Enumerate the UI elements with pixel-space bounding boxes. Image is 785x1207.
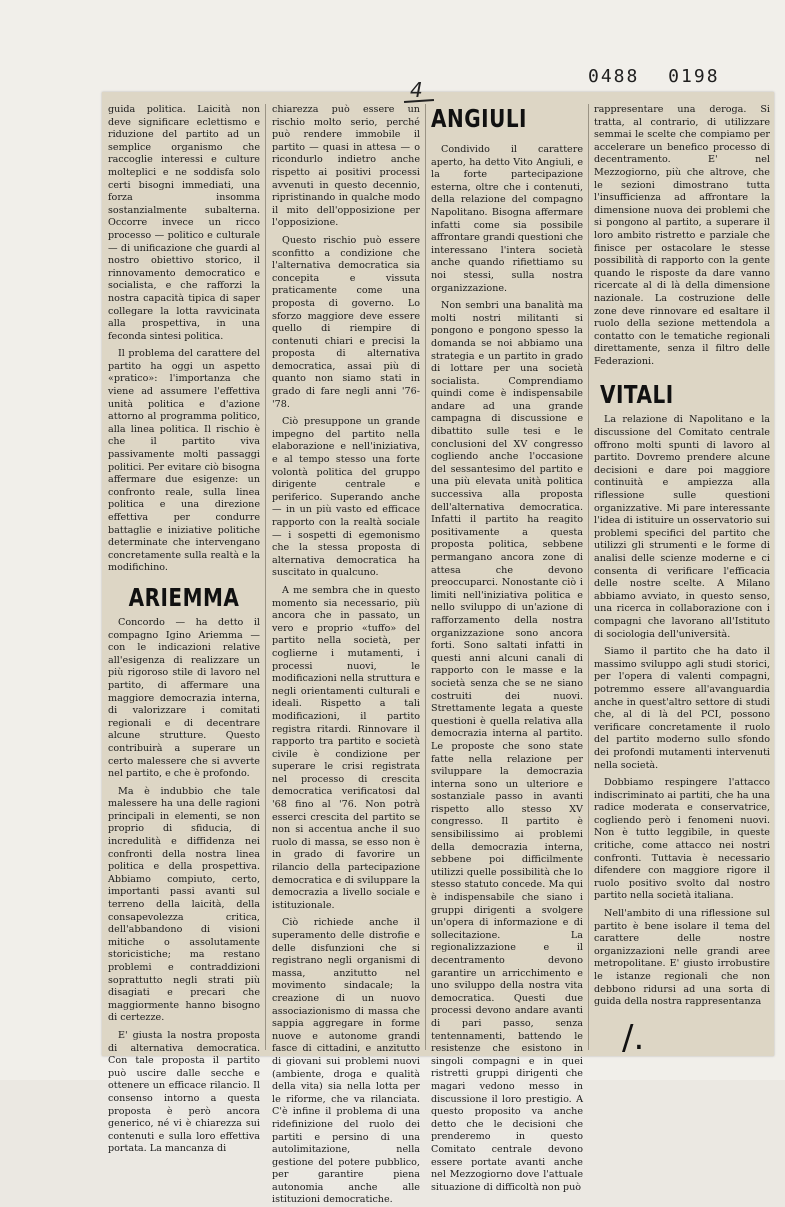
column-rule: [425, 104, 426, 1050]
column-rule: [588, 104, 589, 1050]
paragraph: Ciò richiede anche il superamento delle distrofie e delle disfunzioni che si registrano negli organismi di massa, anzitutto nel movimento sindacale; la creazione di un nuovo associazionismo di massa che sappia aggregare in forme nuove e autonome grandi fasce di cittadini, e anzitutto di giovani sui problemi nuovi (ambiente, droga e qualità della vita) sia nella lotta per le riforme, che va rilanciata. C'è infine il problema di una ridefinizione del ruolo dei partiti e persino di una autolimitazione, nella gestione del potere pubblico, per garantire piena autonomia anche alle istituzioni democratiche.: [272, 917, 420, 1206]
archive-stamp-code: 0488 0198: [588, 66, 720, 87]
handwritten-end-mark: /.: [622, 1018, 645, 1058]
column-4: [594, 104, 770, 1050]
column-2: [272, 104, 420, 1206]
paragraph: E' giusta la nostra proposta di alternativa democratica. Con tale proposta il partito può uscire dalle secche e ottenere un efficace rilancio. Il consenso intorno a questa proposta è però ancora generico, né vi è chiarezza sui contenuti e sulla loro effettiva portata. La mancanza di: [108, 1029, 260, 1155]
headline-angiuli: ANGIULI: [431, 103, 527, 133]
paragraph: Ciò presuppone un grande impegno del partito nella elaborazione e nell'iniziativa, e al tempo stesso una forte volontà politica del gruppo dirigente centrale e periferico. Superando anche — in un più vasto ed efficace rapporto con la realtà sociale — i sospetti di egemonismo che la stessa proposta di alternativa democratica ha suscitato in qualcuno.: [272, 416, 420, 579]
paragraph: Ma è indubbio che tale malessere ha una delle ragioni principali in elementi, se non proprio di sfiducia, di incredulità e diffidenza nei confronti della nostra linea politica e della prospettiva. Abbiamo compiuto, certo, importanti passi avanti sul terreno della laicità, della consapevolezza critica, dell'abbandono di visioni mitiche o assolutamente storicistiche; ma restano problemi e contraddizioni soprattutto negli strati più disagiati e precari che maggiormente hanno bisogno di certezze.: [108, 785, 260, 1024]
paragraph: Siamo il partito che ha dato il massimo sviluppo agli studi storici, per l'opera di valenti compagni, potremmo essere all'avanguardia anche in quest'altro settore di studi che, al di là del PCI, possono verificare concretamente il ruolo del partito moderno sullo sfondo dei profondi mutamenti intervenuti nella società.: [594, 646, 770, 771]
paragraph: Il problema del carattere del partito ha oggi un aspetto «pratico»: l'importanza che viene ad assumere l'effettiva unità politica e d'azione attorno al programma politico, alla linea politica. Il rischio è che il partito viva passivamente molti passaggi politici. Per evitare ciò bisogna affermare due esigenze: un confronto reale, sulla linea politica e una direzione effettiva per condurre battaglie e iniziative politiche determinate che intervengano concretamente sulla realtà e la modifichino.: [108, 348, 260, 574]
paragraph: La relazione di Napolitano e la discussione del Comitato centrale offrono molti spunti di lavoro al partito. Dovremo prendere alcune decisioni e dare poi maggiore continuità e ampiezza alla riflessione sulle questioni organizzative. Mi pare interessante l'idea di istituire un osservatorio sui problemi specifici del partito che utilizzi gli strumenti e le forme di analisi delle scienze moderne e ci consenta di verificare l'efficacia delle nostre scelte. A Milano abbiamo avviato, in questo senso, una ricerca in collaborazione con i compagni che lavorano all'Istituto di sociologia dell'università.: [594, 414, 770, 640]
paragraph: Non sembri una banalità ma molti nostri militanti si pongono e pongono spesso la domanda se noi abbiamo una strategia e un partito in grado di lottare per una società socialista. Comprendiamo quindi come è indispensabile andare ad una grande campagna di discussione e dibattito sulle tesi e le conclusioni del XV congresso cogliendo anche l'occasione del sessantesimo del partito e una più elevata unità politica successiva alla proposta dell'alternativa democratica. Infatti il partito ha reagito positivamente a questa proposta politica, sebbene permangano ancora zone di attesa che devono preoccuparci. Nonostante ciò i limiti nell'iniziativa politica e nello sviluppo di un'azione di rafforzamento della nostra organizzazione sono ancora forti. Sono saltati infatti in questi anni alcuni canali di rapporto con le masse e la società senza che se ne siano costruiti dei nuovi. Strettamente legata a queste questioni è quella relativa alla democrazia interna al partito. Le proposte che sono state fatte nella relazione per sviluppare la democrazia interna sono un ulteriore e sostanziale passo in avanti rispetto allo stesso XV congresso. Il partito è sensibilissimo ai problemi della democrazia interna, sebbene poi difficilmente utilizzi quelle possibilità che lo stesso statuto concede. Ma qui è indispensabile che siano i gruppi dirigenti a svolgere un'opera di informazione e di sollecitazione. La regionalizzazione e il decentramento devono garantire un arricchimento e uno sviluppo della nostra vita democratica. Questi due processi devono andare avanti di pari passo, senza tentennamenti, battendo le resistenze che esistono in singoli compagni e in quei ristretti gruppi dirigenti che magari vedono messo in discussione il loro prestigio. A questo proposito va anche detto che le decisioni che prenderemo in questo Comitato centrale devono essere portate avanti anche nel Mezzogiorno dove l'attuale situazione di difficoltà non può: [431, 300, 583, 1193]
headline-ariemma: ARIEMMA: [128, 581, 240, 612]
column-rule: [265, 104, 266, 1050]
paragraph: Questo rischio può essere sconfitto a condizione che l'alternativa democratica sia concepita e vissuta praticamente come una proposta di governo. Lo sforzo maggiore deve essere quello di riempire di contenuti chiari e precisi la proposta di alternativa democratica, assai più di quanto non siamo stati in grado di fare negli anni '76-'78.: [272, 234, 420, 410]
paragraph: Dobbiamo respingere l'attacco indiscriminato ai partiti, che ha una radice moderata e conservatrice, cogliendo però i fenomeni nuovi. Non è tutto leggibile, in queste critiche, come attacco nei nostri confronti. Tuttavia è necessario difendere con maggiore rigore il ruolo positivo svolto dal nostro partito nella società italiana.: [594, 777, 770, 902]
paragraph: guida politica. Laicità non deve significare eclettismo e riduzione del partito ad un semplice organismo che raccoglie interessi e culture molteplici e ne soddisfa solo certi bisogni immediati, una forza insomma sostanzialmente subalterna. Occorre invece un ricco processo — politico e culturale — di unificazione che guardi al nostro obiettivo storico, il rinnovamento democratico e socialista, e che rafforzi la nostra capacità tipica di saper collegare la lotta ravvicinata alla prospettiva, in una feconda sintesi politica.: [108, 104, 260, 342]
paragraph: Nell'ambito di una riflessione sul partito è bene isolare il tema del carattere delle nostre organizzazioni nelle grandi aree metropolitane. E' giusto irrobustire le istanze regionali che non debbono ridursi ad una sorta di guida della nostra rappresentanza: [594, 908, 770, 1008]
paragraph: chiarezza può essere un rischio molto serio, perché può rendere immobile il partito — quasi in attesa — o ricondurlo indietro anche rispetto ai positivi processi avvenuti in questo decennio, ripristinando in qualche modo il mito dell'opposizione per l'opposizione.: [272, 104, 420, 229]
column-3: [431, 103, 583, 1193]
paragraph: Condivido il carattere aperto, ha detto Vito Angiuli, e la forte partecipazione esterna, oltre che i contenuti, della relazione del compagno Napolitano. Bisogna affermare infatti come sia possibile affrontare grandi questioni che interessano l'intera società anche quando rifiettiamo su noi stessi, sulla nostra organizzazione.: [431, 144, 583, 294]
headline-vitali: VITALI: [600, 379, 674, 410]
paragraph: Concordo — ha detto il compagno Igino Ariemma — con le indicazioni relative all'esigenza di realizzare un più rigoroso stile di lavoro nel partito, di affermare una maggiore democrazia interna, di valorizzare i comitati regionali e di decentrare alcune strutture. Questo contribuirà a superare un certo malessere che si avverte nel partito, e che è profondo.: [108, 616, 260, 780]
handwritten-page-number: 4: [410, 78, 424, 102]
paragraph: A me sembra che in questo momento sia necessario, più ancora che in passato, un vero e proprio «tuffo» del partito nella società, per coglierne i mutamenti, i processi nuovi, le modificazioni nella struttura e negli orientamenti culturali e ideali. Rispetto a tali modificazioni, il partito registra ritardi. Rinnovare il rapporto tra partito e società civile è condizione per superare le crisi registrata nel processo di crescita democratica verificatosi dal '68 fino al '76. Non potrà esserci crescita del partito se non si accentua anche il suo ruolo di massa, se esso non è in grado di favorire un rilancio della partecipazione democratica e di sviluppare la democrazia a livello sociale e istituzionale.: [272, 584, 420, 911]
column-1: [108, 104, 260, 1155]
paragraph: rappresentare una deroga. Si tratta, al contrario, di utilizzare semmai le scelte che compiamo per accelerare un benefico processo di decentramento. E' nel Mezzogiorno, più che altrove, che le sezioni dimostrano tutta l'insufficienza ad affrontare la dimensione nuova dei problemi che si pongono al partito, a superare il loro ambito ristretto e parziale che finisce per ostacolare le stesse possibilità di rapporto con la gente quando le risposte da dare vanno ricercate al di là della dimensione nazionale. La costruzione delle zone deve rinnovare ed esaltare il ruolo della sezione mettendola a contatto con le tematiche regionali direttamente, senza il filtro delle Federazioni.: [594, 104, 770, 367]
